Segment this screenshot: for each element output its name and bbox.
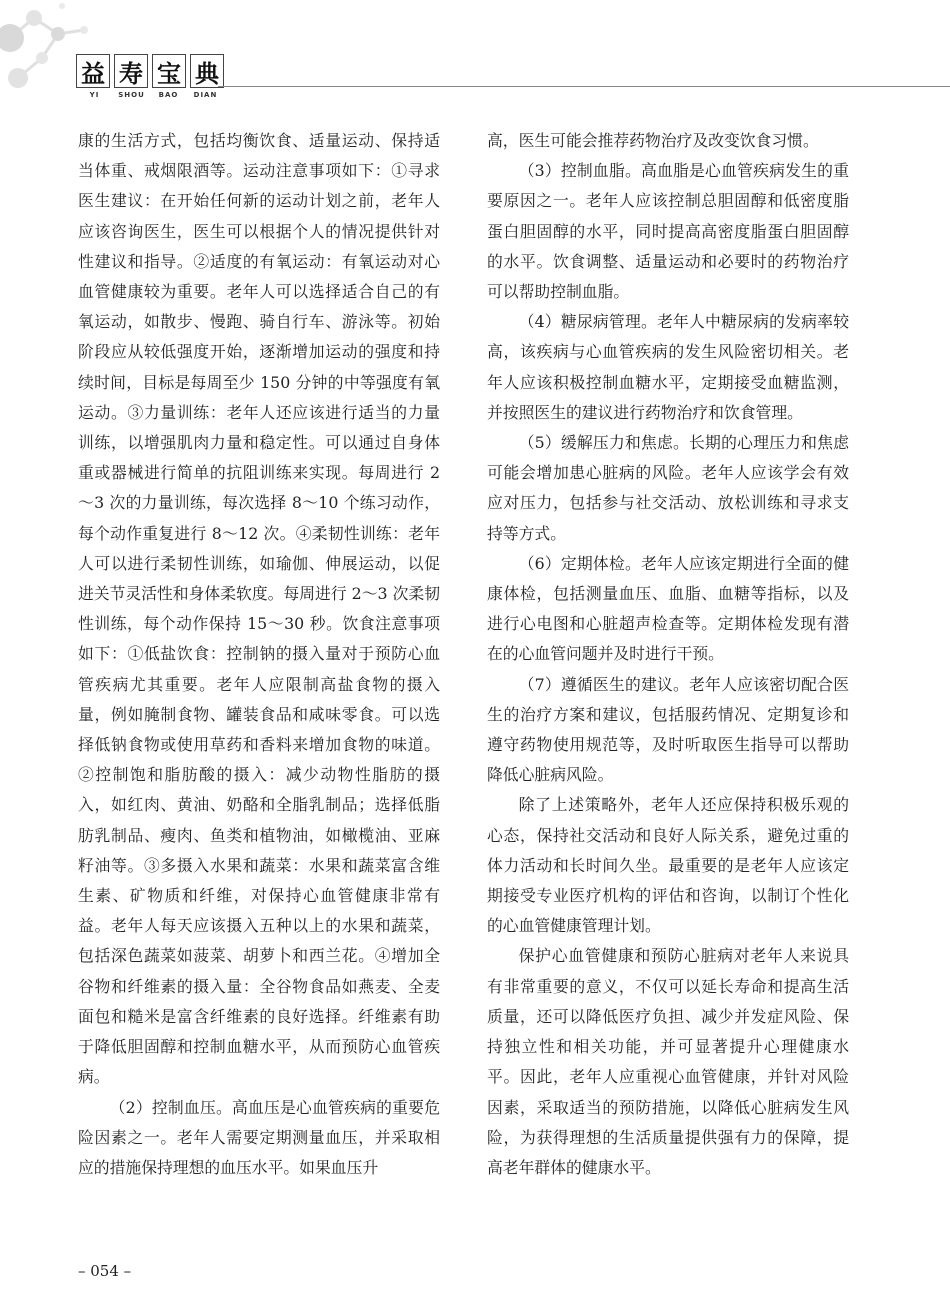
paragraph: （2）控制血压。高血压是心血管疾病的重要危险因素之一。老年人需要定期测量血压，并采取相应的措施保持理想的血压水平。如果血压升 — [78, 1097, 440, 1177]
brand-pinyin — [76, 91, 224, 99]
page-header — [0, 0, 950, 110]
right-column — [487, 126, 849, 1183]
left-column — [78, 126, 440, 1183]
page-number: – 054 – — [78, 1262, 132, 1280]
paragraph: （5）缓解压力和焦虑。长期的心理压力和焦虑可能会增加患心脏病的风险。老年人应该学会有效应对压力，包括参与社交活动、放松训练和寻求支持等方式。 — [487, 433, 849, 543]
paragraph: 除了上述策略外，老年人还应保持积极乐观的心态，保持社交活动和良好人际关系，避免过重的体力活动和长时间久坐。最重要的是老年人应该定期接受专业医疗机构的评估和咨询，以制订个性化的心血管健康管理计划。 — [487, 795, 849, 936]
paragraph: 高，医生可能会推荐药物治疗及改变饮食习惯。 — [487, 131, 819, 150]
header-rule — [218, 86, 950, 87]
paragraph: （6）定期体检。老年人应该定期进行全面的健康体检，包括测量血压、血脂、血糖等指标，以及进行心电图和心脏超声检查等。定期体检发现有潜在的心血管问题并及时进行干预。 — [487, 553, 849, 664]
pinyin-syllable: BAO — [158, 91, 179, 99]
pinyin-syllable: DIAN — [193, 91, 218, 99]
paragraph: （4）糖尿病管理。老年人中糖尿病的发病率较高，该疾病与心血管疾病的发生风险密切相关。老年人应该积极控制血糖水平，定期接受血糖监测，并按照医生的建议进行药物治疗和饮食管理。 — [487, 312, 849, 422]
brand-char: 寿 — [114, 54, 148, 88]
brand-char: 典 — [190, 54, 224, 88]
pinyin-syllable: SHOU — [118, 91, 145, 99]
brand-logo — [76, 54, 224, 88]
brand-char: 宝 — [152, 54, 186, 88]
paragraph: （7）遵循医生的建议。老年人应该密切配合医生的治疗方案和建议，包括服药情况、定期复诊和遵守药物使用规范等，及时听取医生指导可以帮助降低心脏病风险。 — [487, 674, 849, 785]
paragraph: 康的生活方式，包括均衡饮食、适量运动、保持适当体重、戒烟限酒等。运动注意事项如下：①寻求医生建议：在开始任何新的运动计划之前，老年人应该咨询医生，医生可以根据个人的情况提供针对性建议和指导。②适度的有氧运动：有氧运动对心血管健康较为重要。老年人可以选择适合自己的有氧运动，如散步、慢跑、骑自行车、游泳等。初始阶段应从较低强度开始，逐渐增加运动的强度和持续时间，目标是每周至少 150 分钟的中等强度有氧运动。③力量训练：老年人还应该进行适当的力量训练，以增强肌肉力量和稳定性。可以通过自身体重或器械进行简单的抗阻训练来实现。每周进行 2～3 次的力量训练，每次选择 8～10 个练习动作，每个动作重复进行 8～12 次。④柔韧性训练：老年人可以进行柔韧性训练，如瑜伽、伸展运动，以促进关节灵活性和身体柔软度。每周进行 2～3 次柔韧性训练，每个动作保持 15～30 秒。饮食注意事项如下：①低盐饮食：控制钠的摄入量对于预防心血管疾病尤其重要。老年人应限制高盐食物的摄入量，例如腌制食物、罐装食品和咸味零食。可以选择低钠食物或使用草药和香料来增加食物的味道。②控制饱和脂肪酸的摄入：减少动物性脂肪的摄入，如红肉、黄油、奶酪和全脂乳制品；选择低脂肪乳制品、瘦肉、鱼类和植物油，如橄榄油、亚麻籽油等。③多摄入水果和蔬菜：水果和蔬菜富含维生素、矿物质和纤维，对保持心血管健康非常有益。老年人每天应该摄入五种以上的水果和蔬菜，包括深色蔬菜如菠菜、胡萝卜和西兰花。④增加全谷物和纤维素的摄入量：全谷物食品如燕麦、全麦面包和糙米是富含纤维素的良好选择。纤维素有助于降低胆固醇和控制血糖水平，从而预防心血管疾病。 — [78, 131, 440, 1087]
brand-char: 益 — [76, 54, 110, 88]
paragraph: 保护心血管健康和预防心脏病对老年人来说具有非常重要的意义，不仅可以延长寿命和提高生活质量，还可以降低医疗负担、减少并发症风险、保持独立性和相关功能，并可显著提升心理健康水平。因此，老年人应重视心血管健康，并针对风险因素，采取适当的预防措施，以降低心脏病发生风险，为获得理想的生活质量提供强有力的保障，提高老年群体的健康水平。 — [487, 946, 849, 1177]
paragraph: （3）控制血脂。高血脂是心血管疾病发生的重要原因之一。老年人应该控制总胆固醇和低密度脂蛋白胆固醇的水平，同时提高高密度脂蛋白胆固醇的水平。饮食调整、适量运动和必要时的药物治疗可以帮助控制血脂。 — [487, 161, 849, 302]
pinyin-syllable: YI — [89, 91, 100, 99]
